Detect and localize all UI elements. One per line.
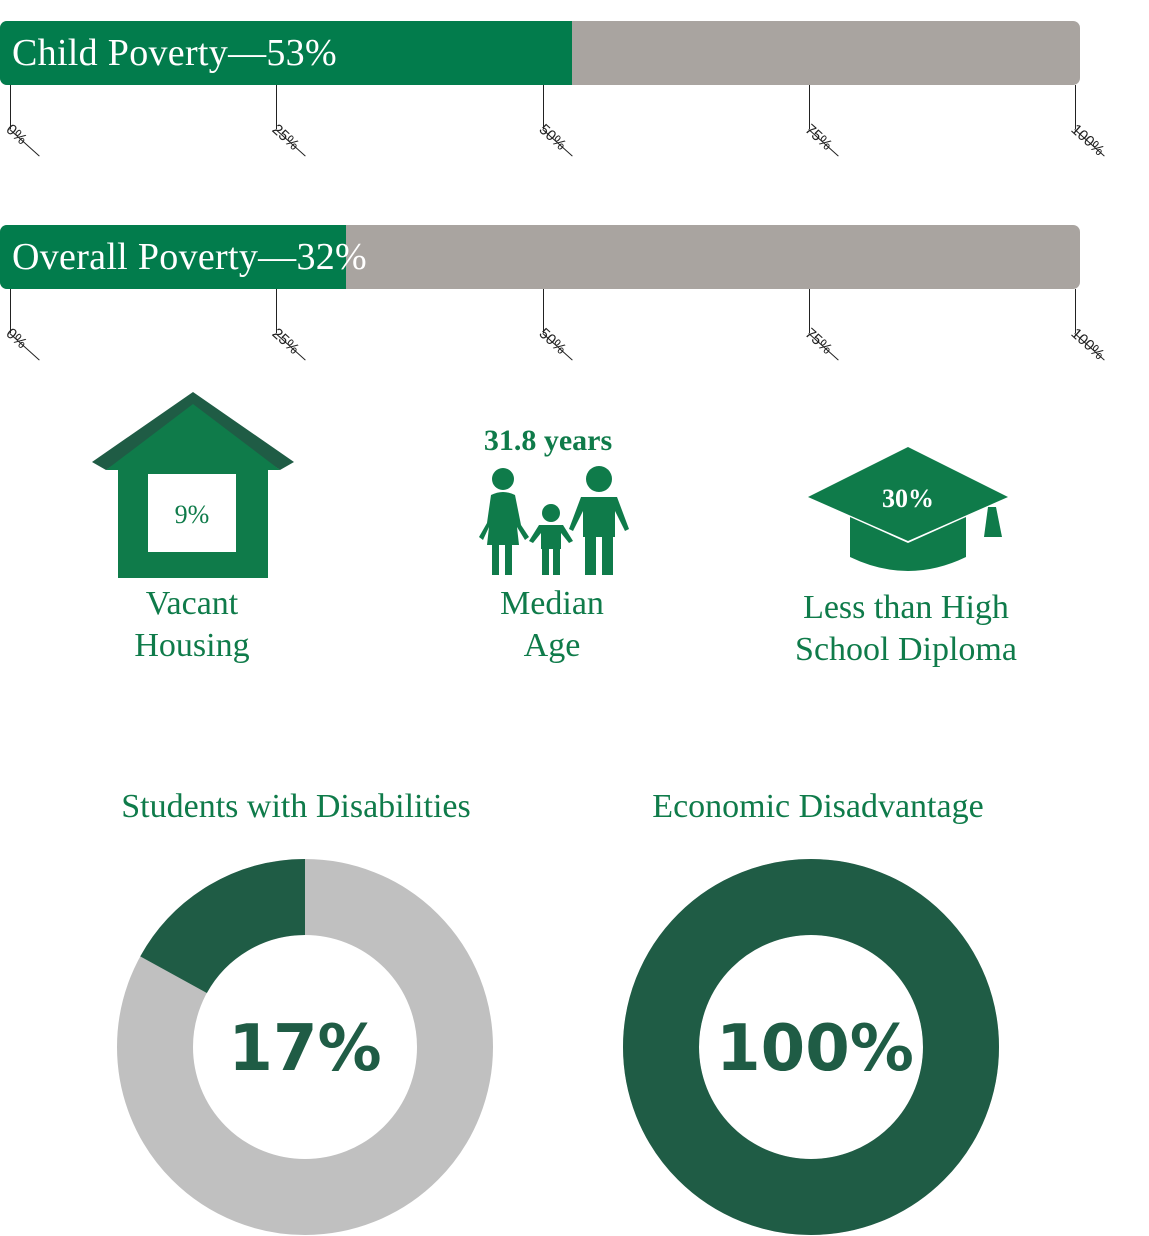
tick-label: 0% (2, 325, 31, 353)
bar-track (0, 21, 1080, 85)
tick-label: 100% (1067, 325, 1108, 364)
donut-title: Students with Disabilities (121, 788, 471, 825)
bar-track (0, 225, 1080, 289)
tick-label: 100% (1067, 121, 1108, 160)
house-icon (88, 390, 298, 580)
tick-line (543, 289, 544, 333)
tick-label: 25% (268, 325, 303, 358)
donut-value-label: 100% (716, 1012, 914, 1086)
tick-label: 50% (535, 325, 569, 358)
label-line: Vacant (145, 585, 239, 622)
tick-line (809, 85, 810, 129)
vacant-housing-value: 9% (174, 500, 210, 529)
label-line: School Diploma (795, 631, 1017, 668)
tick-line (1075, 85, 1076, 129)
donut-title: Economic Disadvantage (652, 788, 984, 825)
label-line: Age (523, 627, 581, 664)
donut-slice (174, 897, 305, 975)
tick-label: 25% (268, 121, 303, 154)
donut-value-label: 17% (228, 1012, 382, 1086)
tick-line (10, 289, 11, 333)
vacant-housing-label (32, 583, 352, 667)
diploma-label (746, 587, 1066, 671)
tick-line (1075, 289, 1076, 333)
tick-label: 50% (535, 121, 569, 154)
tick-line (543, 85, 544, 129)
median-age-label (392, 583, 712, 667)
family-icon (475, 465, 635, 577)
bar-label: Child Poverty—53% (12, 32, 337, 74)
tick-label: 0% (2, 121, 31, 149)
tick-label: 75% (801, 325, 836, 358)
label-line: Less than High (803, 589, 1009, 626)
tick-line (10, 85, 11, 129)
median-age-value: 31.8 years (483, 424, 613, 457)
label-line: Median (500, 585, 604, 622)
label-line: Housing (134, 627, 250, 664)
bar-label: Overall Poverty—32% (12, 236, 368, 278)
tick-label: 75% (801, 121, 836, 154)
tick-line (809, 289, 810, 333)
diploma-value: 30% (882, 484, 934, 513)
